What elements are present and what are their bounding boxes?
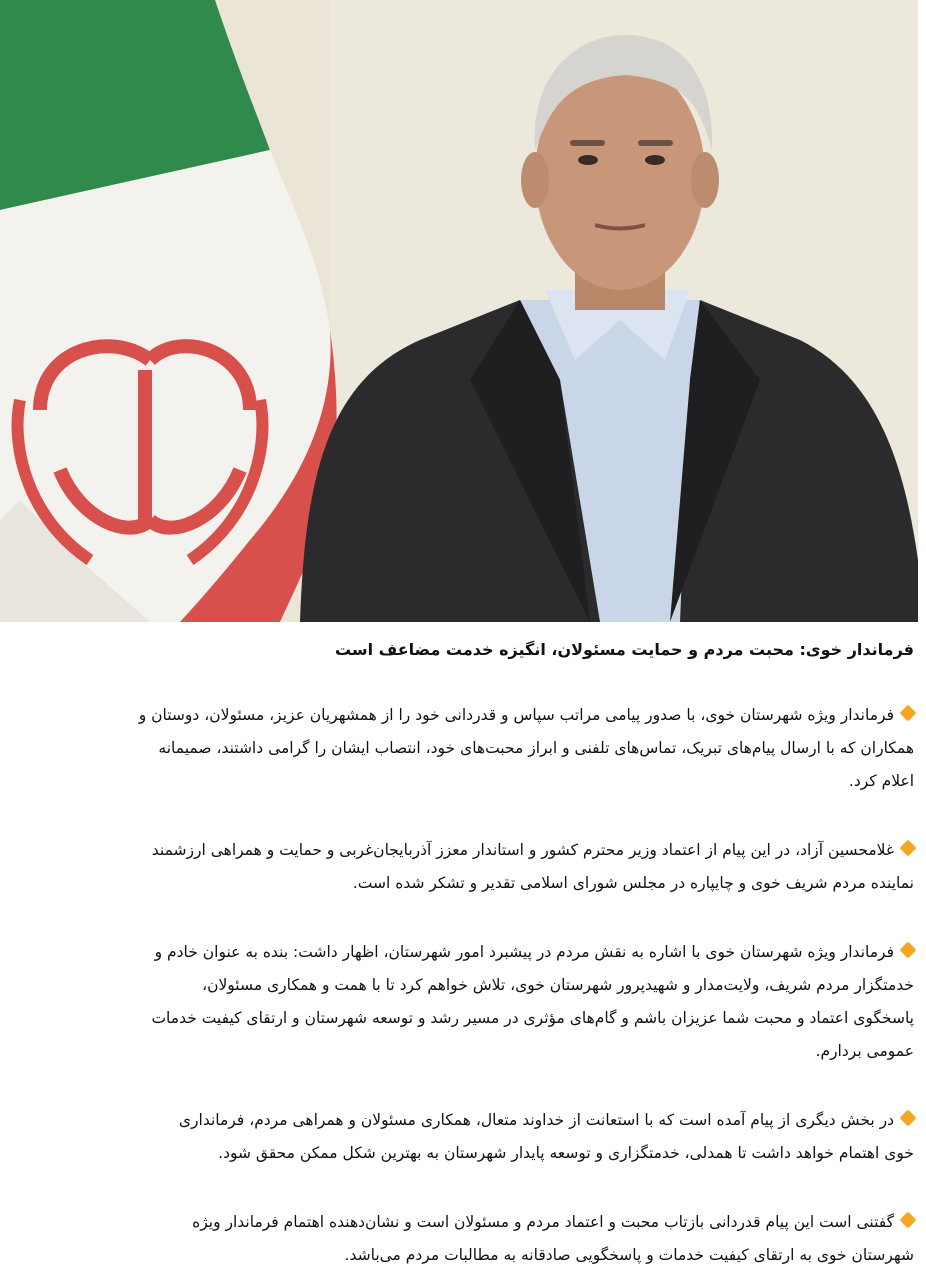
orange-diamond-icon <box>900 840 917 857</box>
paragraph-line: فرماندار ویژه شهرستان خوی، با صدور پیامی مراتب سپاس و قدردانی خود را از همشهریان عزیز، مسئولان، دوستان و <box>0 699 914 732</box>
paragraph-line: همکاران که با ارسال پیام‌های تبریک، تماس‌های تلفنی و ابراز محبت‌های خود، انتصاب ایشان را گرامی داشتند، صمیمانه <box>158 739 914 757</box>
paragraph-line: عمومی بردارم. <box>815 1042 914 1060</box>
paragraph-5 <box>0 1206 918 1272</box>
article-photo <box>0 0 918 622</box>
paragraph-line: خوی اهتمام خواهد داشت تا همدلی، خدمتگزاری و توسعه پایدار شهرستان به بهترین شکل ممکن محقق شود. <box>218 1144 914 1162</box>
article-headline: فرماندار خوی: محبت مردم و حمایت مسئولان، انگیزه خدمت مضاعف است <box>334 640 914 659</box>
paragraph-1 <box>0 699 918 798</box>
article-body <box>0 622 918 1272</box>
orange-diamond-icon <box>900 942 917 959</box>
paragraph-4 <box>0 1104 918 1170</box>
paragraph-3 <box>0 936 918 1068</box>
paragraph-line: پاسخگوی اعتماد و محبت شما عزیزان باشم و گام‌های مؤثری در مسیر رشد و توسعه شهرستان و ارتقای کیفیت خدمات <box>151 1009 914 1027</box>
paragraph-line: غلامحسین آزاد، در این پیام از اعتماد وزیر محترم کشور و استاندار معزز آذربایجان‌غربی و حمایت و همراهی ارزشمند <box>0 834 914 867</box>
paragraph-line: فرماندار ویژه شهرستان خوی با اشاره به نقش مردم در پیشبرد امور شهرستان، اظهار داشت: بنده به عنوان خادم و <box>0 936 914 969</box>
orange-diamond-icon <box>900 1212 917 1229</box>
portrait-illustration <box>0 0 918 622</box>
paragraph-2 <box>0 834 918 900</box>
paragraph-line: نماینده مردم شریف خوی و چایپاره در مجلس شورای اسلامی تقدیر و تشکر شده است. <box>352 874 914 892</box>
paragraph-line: گفتنی است این پیام قدردانی بازتاب محبت و اعتماد مردم و مسئولان است و نشان‌دهنده اهتمام فرماندار ویژه <box>0 1206 914 1239</box>
paragraph-line: در بخش دیگری از پیام آمده است که با استعانت از خداوند متعال، همکاری مسئولان و همراهی مردم، فرمانداری <box>0 1104 914 1137</box>
paragraph-line: اعلام کرد. <box>848 772 914 790</box>
orange-diamond-icon <box>900 705 917 722</box>
paragraph-line: خدمتگزار مردم شریف، ولایت‌مدار و شهیدپرور شهرستان خوی، تلاش خواهم کرد تا با همت و همکاری مسئولان، <box>202 976 914 994</box>
paragraph-line: شهرستان خوی به ارتقای کیفیت خدمات و پاسخگویی صادقانه به مطالبات مردم می‌باشد. <box>344 1246 914 1264</box>
orange-diamond-icon <box>900 1110 917 1127</box>
